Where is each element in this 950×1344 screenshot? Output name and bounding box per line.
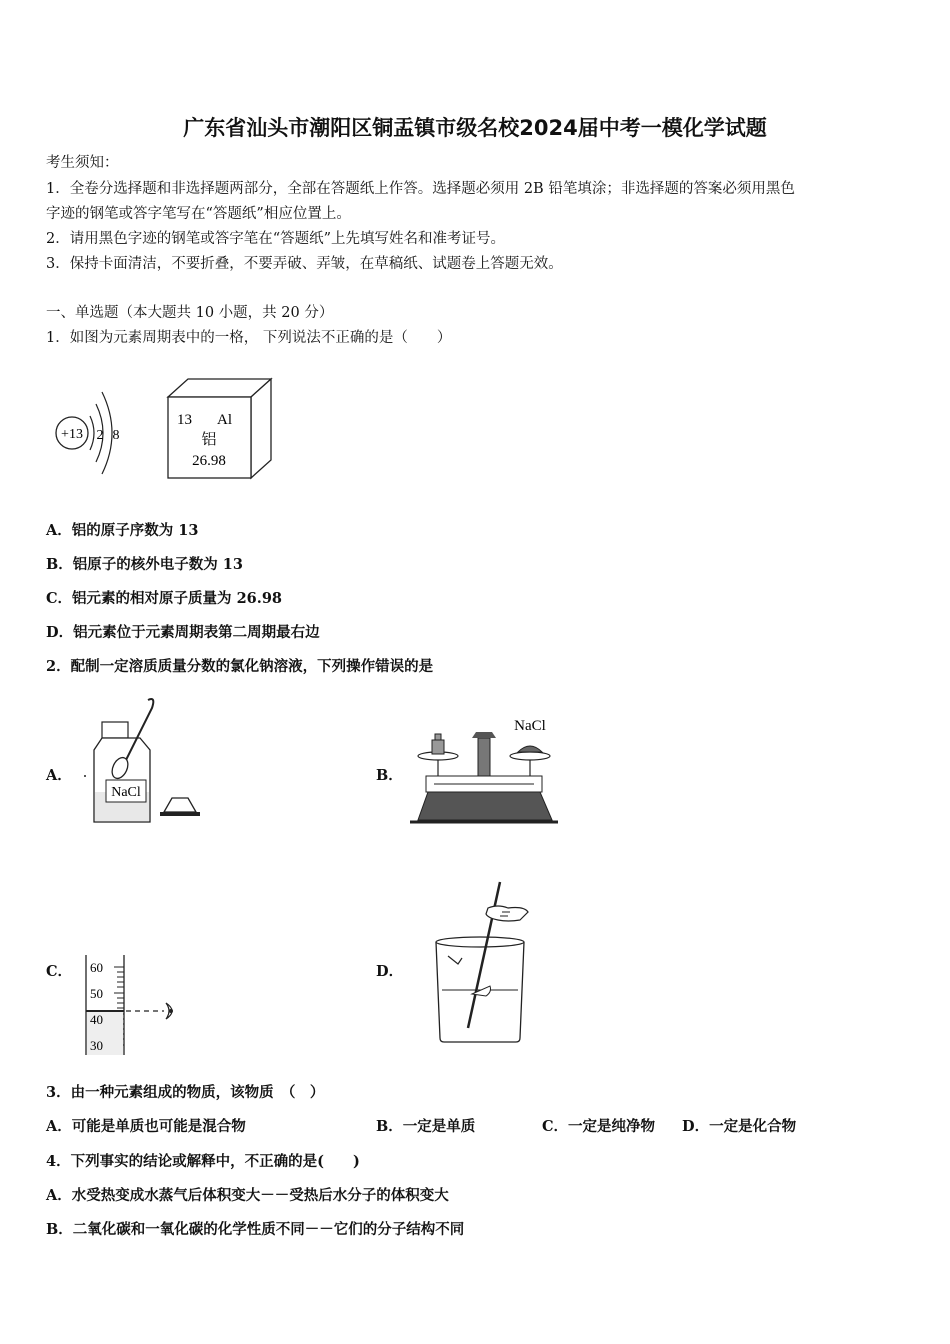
atom-structure-diagram bbox=[50, 388, 130, 478]
atomic-number: 13 bbox=[177, 412, 192, 428]
q1-option-b[interactable]: B．铝原子的核外电子数为 13 bbox=[46, 556, 243, 573]
q1-option-a[interactable]: A．铝的原子序数为 13 bbox=[46, 522, 199, 539]
q4-option-b[interactable]: B．二氧化碳和一氧化碳的化学性质不同－－它们的分子结构不同 bbox=[46, 1221, 465, 1238]
graduated-cylinder-figure bbox=[86, 953, 186, 1057]
cylinder-tick-50: 50 bbox=[90, 986, 103, 1001]
element-symbol: Al bbox=[217, 412, 232, 428]
q4-option-a[interactable]: A．水受热变成水蒸气后体积变大－－受热后水分子的体积变大 bbox=[46, 1187, 449, 1204]
element-name: 铝 bbox=[201, 432, 217, 448]
section-heading: 一、单选题（本大题共 10 小题，共 20 分） bbox=[46, 305, 334, 321]
page-title: 广东省汕头市潮阳区铜盂镇市级名校2024届中考一模化学试题 bbox=[183, 116, 767, 140]
cylinder-tick-60: 60 bbox=[90, 960, 103, 975]
cylinder-tick-40: 40 bbox=[90, 1012, 103, 1027]
q2-option-c[interactable]: C． bbox=[46, 963, 73, 980]
balance-label: NaCl bbox=[514, 718, 546, 734]
q2-option-a[interactable]: A． bbox=[46, 767, 72, 784]
q1-option-c[interactable]: C．铝元素的相对原子质量为 26.98 bbox=[46, 590, 282, 607]
q3-option-a[interactable]: A．可能是单质也可能是混合物 bbox=[46, 1118, 246, 1135]
periodic-cell-diagram bbox=[165, 377, 275, 482]
notice-line-3: 3．保持卡面清洁，不要折叠，不要弄破、弄皱，在草稿纸、试题卷上答题无效。 bbox=[46, 256, 563, 272]
bottle-label: NaCl bbox=[111, 785, 141, 800]
nucleus-charge: +13 bbox=[61, 427, 83, 442]
beaker-glass-rod-figure bbox=[428, 878, 538, 1046]
q3-option-d[interactable]: D．一定是化合物 bbox=[682, 1118, 797, 1135]
notice-line-1b: 字迹的钢笔或答字笔写在“答题纸”相应位置上。 bbox=[46, 206, 351, 222]
q3-option-b[interactable]: B．一定是单质 bbox=[376, 1118, 476, 1135]
q1-stem: 1．如图为元素周期表中的一格， 下列说法不正确的是（ ） bbox=[46, 330, 452, 346]
q3-option-c[interactable]: C．一定是纯净物 bbox=[542, 1118, 656, 1135]
atomic-mass: 26.98 bbox=[192, 453, 226, 469]
q1-option-d[interactable]: D．铝元素位于元素周期表第二周期最右边 bbox=[46, 624, 320, 641]
hand-icon bbox=[486, 906, 528, 921]
q2-option-b[interactable]: B． bbox=[376, 767, 403, 784]
notice-heading: 考生须知： bbox=[46, 155, 119, 171]
q4-stem: 4．下列事实的结论或解释中，不正确的是( ) bbox=[46, 1153, 360, 1170]
cylinder-tick-30: 30 bbox=[90, 1038, 103, 1053]
reagent-bottle-spoon-figure bbox=[80, 694, 210, 826]
q2-option-d[interactable]: D． bbox=[376, 963, 404, 980]
notice-line-2: 2．请用黑色字迹的钢笔或答字笔在“答题纸”上先填写姓名和准考证号。 bbox=[46, 231, 506, 247]
q2-stem: 2．配制一定溶质质量分数的氯化钠溶液，下列操作错误的是 bbox=[46, 658, 434, 675]
shell-2-electrons: 8 bbox=[112, 428, 120, 443]
q3-stem: 3．由一种元素组成的物质，该物质 （ ） bbox=[46, 1084, 325, 1101]
balance-scale-figure bbox=[408, 712, 563, 824]
shell-1-electrons: 2 bbox=[96, 428, 104, 443]
notice-line-1a: 1．全卷分选择题和非选择题两部分，全部在答题纸上作答。选择题必须用 2B 铅笔填涂；非选择题的答案必须用黑色 bbox=[46, 181, 795, 197]
